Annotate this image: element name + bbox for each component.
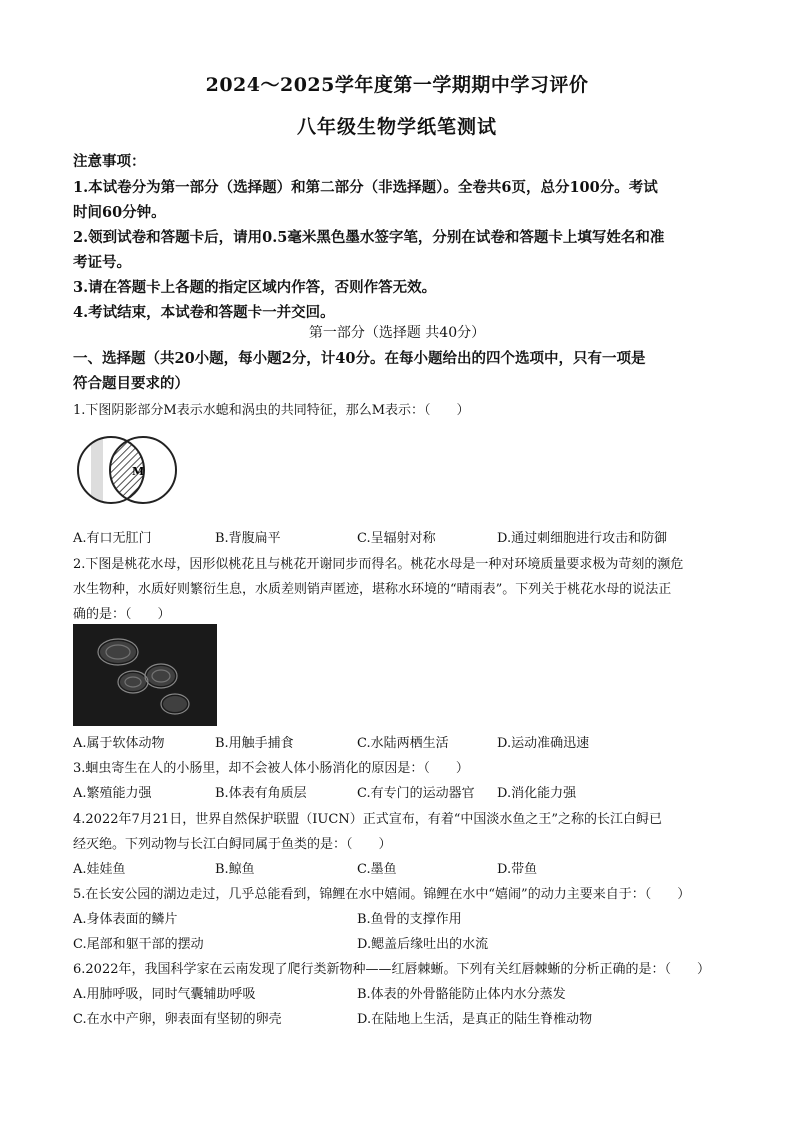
venn-label-m: M [132,465,145,478]
q5-option-a[interactable]: A.身体表面的鳞片 [73,912,178,927]
q1-option-a[interactable]: A.有口无肛门 [73,531,152,546]
notice-heading: 注意事项： [73,153,146,170]
q2-stem-3: 确的是：（ ） [73,607,171,622]
q4-option-a[interactable]: A.娃娃鱼 [73,862,126,877]
section-instructions-1: 一、选择题（共20小题，每小题2分，计40分。在每小题给出的四个选项中，只有一项是 [73,350,646,367]
q6-stem: 6.2022年，我国科学家在云南发现了爬行类新物种——红唇棘蜥。下列有关红唇棘蜥的分析正确的是：（ ） [73,962,710,977]
q5-stem: 5.在长安公园的湖边走过，几乎总能看到，锦鲤在水中嬉闹。锦鲤在水中“嬉闹”的动力主要来自于：（ ） [73,887,691,902]
q1-stem: 1.下图阴影部分M表示水螅和涡虫的共同特征，那么M表示：（ ） [73,403,470,418]
notice-item-1b: 时间60分钟。 [73,204,166,221]
q1-option-b[interactable]: B.背腹扁平 [215,531,281,546]
notice-item-2a: 2.领到试卷和答题卡后，请用0.5毫米黑色墨水签字笔，分别在试卷和答题卡上填写姓名和准 [73,229,665,246]
exam-subtitle: 八年级生物学纸笔测试 [296,116,497,138]
q1-option-c[interactable]: C.呈辐射对称 [357,531,436,546]
q4-stem-2: 经灭绝。下列动物与长江白鲟同属于鱼类的是：（ ） [73,837,392,852]
q3-option-d[interactable]: D.消化能力强 [497,786,577,801]
notice-item-4: 4.考试结束，本试卷和答题卡一并交回。 [73,304,335,321]
q2-stem-2: 水生物种，水质好则繁衍生息，水质差则销声匿迹，堪称水环境的“晴雨表”。下列关于桃花水母的说法正 [73,582,672,597]
q6-option-a[interactable]: A.用肺呼吸，同时气囊辅助呼吸 [73,987,256,1002]
q1-option-d[interactable]: D.通过刺细胞进行攻击和防御 [497,531,668,546]
q4-option-d[interactable]: D.带鱼 [497,862,538,877]
notice-item-3: 3.请在答题卡上各题的指定区域内作答，否则作答无效。 [73,279,437,296]
part1-heading: 第一部分（选择题 共40分） [308,325,486,341]
q6-option-b[interactable]: B.体表的外骨骼能防止体内水分蒸发 [357,987,566,1002]
q4-option-b[interactable]: B.鲸鱼 [215,862,255,877]
section-instructions-2: 符合题目要求的） [73,375,189,392]
q6-option-c[interactable]: C.在水中产卵，卵表面有坚韧的卵壳 [73,1012,282,1027]
q4-stem-1: 4.2022年7月21日，世界自然保护联盟（IUCN）正式宣布，有着“中国淡水鱼之王”之称的长江白鲟已 [73,812,663,827]
q5-option-c[interactable]: C.尾部和躯干部的摆动 [73,937,204,952]
q3-option-a[interactable]: A.繁殖能力强 [73,786,152,801]
notice-item-2b: 考证号。 [73,254,131,271]
q2-option-c[interactable]: C.水陆两栖生活 [357,736,449,751]
q6-option-d[interactable]: D.在陆地上生活，是真正的陆生脊椎动物 [357,1012,593,1027]
q2-jellyfish-photo [73,624,217,726]
q3-option-b[interactable]: B.体表有角质层 [215,786,307,801]
q2-option-d[interactable]: D.运动准确迅速 [497,736,590,751]
q1-venn-diagram [73,425,183,515]
q3-option-c[interactable]: C.有专门的运动器官 [357,786,475,801]
q4-option-c[interactable]: C.墨鱼 [357,862,397,877]
q2-option-b[interactable]: B.用触手捕食 [215,736,294,751]
exam-title: 2024～2025学年度第一学期期中学习评价 [205,74,589,96]
q3-stem: 3.蛔虫寄生在人的小肠里，却不会被人体小肠消化的原因是：（ ） [73,761,469,776]
q5-option-b[interactable]: B.鱼骨的支撑作用 [357,912,462,927]
notice-item-1a: 1.本试卷分为第一部分（选择题）和第二部分（非选择题）。全卷共6页，总分100分。考试 [73,179,658,196]
q5-option-d[interactable]: D.鳃盖后缘吐出的水流 [357,937,489,952]
q2-option-a[interactable]: A.属于软体动物 [73,736,165,751]
q2-stem-1: 2.下图是桃花水母，因形似桃花且与桃花开谢同步而得名。桃花水母是一种对环境质量要求极为苛刻的濒危 [73,557,684,572]
